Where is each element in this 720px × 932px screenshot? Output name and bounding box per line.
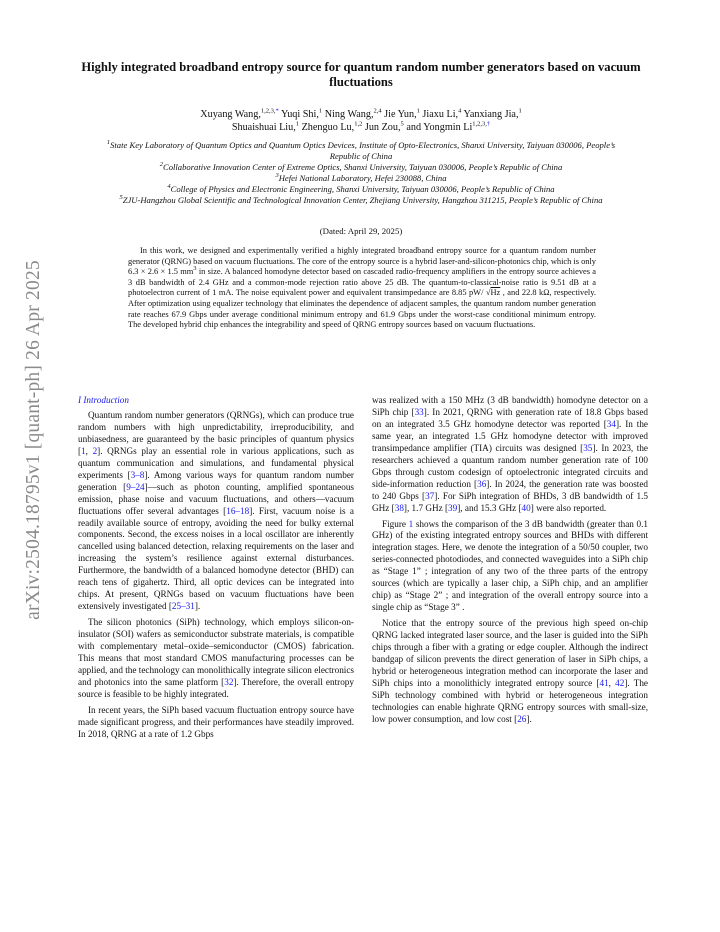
affiliations [95, 140, 627, 206]
paper-title: Highly integrated broadband entropy source for quantum random number generators based on vacuum fluctuations [81, 60, 641, 89]
affiliation: $^2$Collaborative Innovation Center of Extreme Optics, Shanxi University, Taiyuan 030006, People’s Republic of China [159, 161, 563, 172]
arxiv-stamp: arXiv:2504.18795v1 [quant-ph] 26 Apr 2025 [23, 260, 44, 620]
right-column [372, 395, 648, 730]
paragraph: Figure 1 shows the comparison of the 3 dB bandwidth (greater than 0.1 GHz) of the existing integrated entropy sources and BHDs with different integration stages. Here, we denote the integration of a 50/50 coupler, two series-connected photodiodes, and connected waveguides into a SiPh chip as “Stage 1” ; integration of any two of the three parts of the entropy sources (which are typically a laser chip, a SiPh chip, and an amplifier chip) as “Stage 2” ; and integration of the overall entropy source into a single chip as “Stage 3” . [372, 518, 648, 613]
affiliation: $^5$ZJU-Hangzhou Global Scientific and Technological Innovation Center, Zhejiang University, Hangzhou 311215, People’s Republic of China [119, 194, 603, 205]
authors-line-2: Shuaishuai Liu,$^1$ Zhenguo Lu,$^{1,2}$ Jun Zou,$^5$ and Yongmin $Li^{1,2,3,\dagger}$ [231, 120, 491, 133]
date-line: (Dated: April 29, 2025) [319, 226, 403, 236]
affiliation: $^1$State Key Laboratory of Quantum Optics and Quantum Optics Devices, Institute of Opto-Electronics, Shanxi University, Taiyuan 030006, People’s Republic of China [106, 139, 616, 161]
paragraph: The silicon photonics (SiPh) technology, which employs silicon-on-insulator (SOI) wafers as semiconductor substrate materials, is compatible with complementary metal–oxide–semiconductor (CMOS) fabrication. This means that most standard CMOS manufacturing processes can be applied, and the technology can monolithically integrate silicon electronics and photonics into the same platform [32]. Therefore, the overall entropy source is feasible to be highly integrated. [78, 617, 354, 699]
affiliation: $^3$Hefei National Laboratory, Hefei 230088, China [275, 172, 447, 183]
author-list [110, 108, 612, 134]
paragraph: In recent years, the SiPh based vacuum fluctuation entropy source have made significant progress, and their performances have steadily improved. In 2018, QRNG at a rate of 1.2 Gbps [78, 704, 354, 739]
authors-line-1: Xuyang Wang,$^{1,2,3,*}$ Yuqi Shi,$^1$ Ning Wang,$^{2,4}$ Jie Yun,$^1$ Jiaxu Li,$^4$ Yanxiang Jia,$^1$ [200, 107, 522, 120]
section-heading-introduction[interactable]: I Introduction [78, 395, 129, 405]
paragraph: Quantum random number generators (QRNGs), which can produce true random numbers with high unpredictability, irreproducibility, and unbiasedness, are guaranteed by the basic principles of quantum physics [1, 2]. QRNGs play an essential role in various applications, such as quantum communication and simulations, and fundamental physical experiments [3–8]. Among various ways for quantum random number generation [9–24]—such as photon counting, amplified spontaneous emission, phase noise and vacuum fluctuations, and others—vacuum fluctuations offer several advantages [16–18]. First, vacuum noise is a readily available source of entropy, avoiding the need for bulky external components. Second, the excess noises in a local oscillator are inherently cancelled using balanced detection, relaxing requirements on the laser and increasing the system’s resilience against external disturbances. Furthermore, the bandwidth of a balanced homodyne detector (BHD) can reach tens of gigahertz. Third, all optic devices can be integrated into chips. At present, QRNGs based on vacuum fluctuations have been extensively investigated [25–31]. [78, 409, 354, 612]
abstract: In this work, we designed and experimentally verified a highly integrated broadband entropy source for a quantum random number generator (QRNG) based on vacuum fluctuations. The core of the entropy source is a hybrid laser-and-silicon-photonics chip, which is only 6.3 × 2.6 × 1.5 $mm^3$ in size. A balanced homodyne detector based on cascaded radio-frequency amplifiers in the entropy source achieves a 3 dB bandwidth of 2.4 GHz and a common-mode rejection ratio above 25 dB. The quantum-to-classical-noise ratio is 9.51 dB at a photoelectron current of 1 mA. The noise equivalent power and equivalent transimpedance are 8.85 pW/ √Hz , and 22.8 kΩ, respectively. After optimization using equalizer technology that eliminates the dependence of adjacent samples, the quantum random number generation rate reaches 67.9 Gbps under average conditional minimum entropy and 61.9 Gbps under the worst-case conditional minimum entropy. The developed hybrid chip enhances the integrability and speed of QRNG entropy sources based on vacuum fluctuations. [128, 246, 596, 330]
paragraph: Notice that the entropy source of the previous high speed on-chip QRNG lacked integrated laser source, and the laser is guided into the SiPh chips through a fiber with a grating or edge coupler. Although the indirect bandgap of silicon prevents the direct generation of laser in SiPh chips, a hybrid or heterogeneous integration method can incorporate the laser and SiPh chips into a monolithicly integrated entropy source [41, 42]. The SiPh technology combined with hybrid or heterogeneous integration technologies can enable highrate QRNG entropy sources with small-size, low power consumption, and low cost [26]. [372, 618, 649, 724]
paragraph: was realized with a 150 MHz (3 dB bandwidth) homodyne detector on a SiPh chip [33]. In 2021, QRNG with generation rate of 18.8 Gbps based on an integrated 3.5 GHz homodyne detector was reported [34]. In the same year, an integrated 1.5 GHz homodyne detector with improved transimpedance amplifier (TIA) circuits was designed [35]. In 2023, the researchers achieved a quantum random number generation rate of 100 Gbps through custom codesign of optoelectronic integrated circuits and side-information reduction [36]. In 2024, the generation rate was boosted to 240 Gbps [37]. For SiPh integration of BHDs, 3 dB bandwidth of 1.5 GHz [38], 1.7 GHz [39], and 15.3 GHz [40] were also reported. [372, 395, 649, 513]
affiliation: $^4$College of Physics and Electronic Engineering, Shanxi University, Taiyuan 030006, People’s Republic of China [167, 183, 555, 194]
left-column [78, 395, 354, 745]
